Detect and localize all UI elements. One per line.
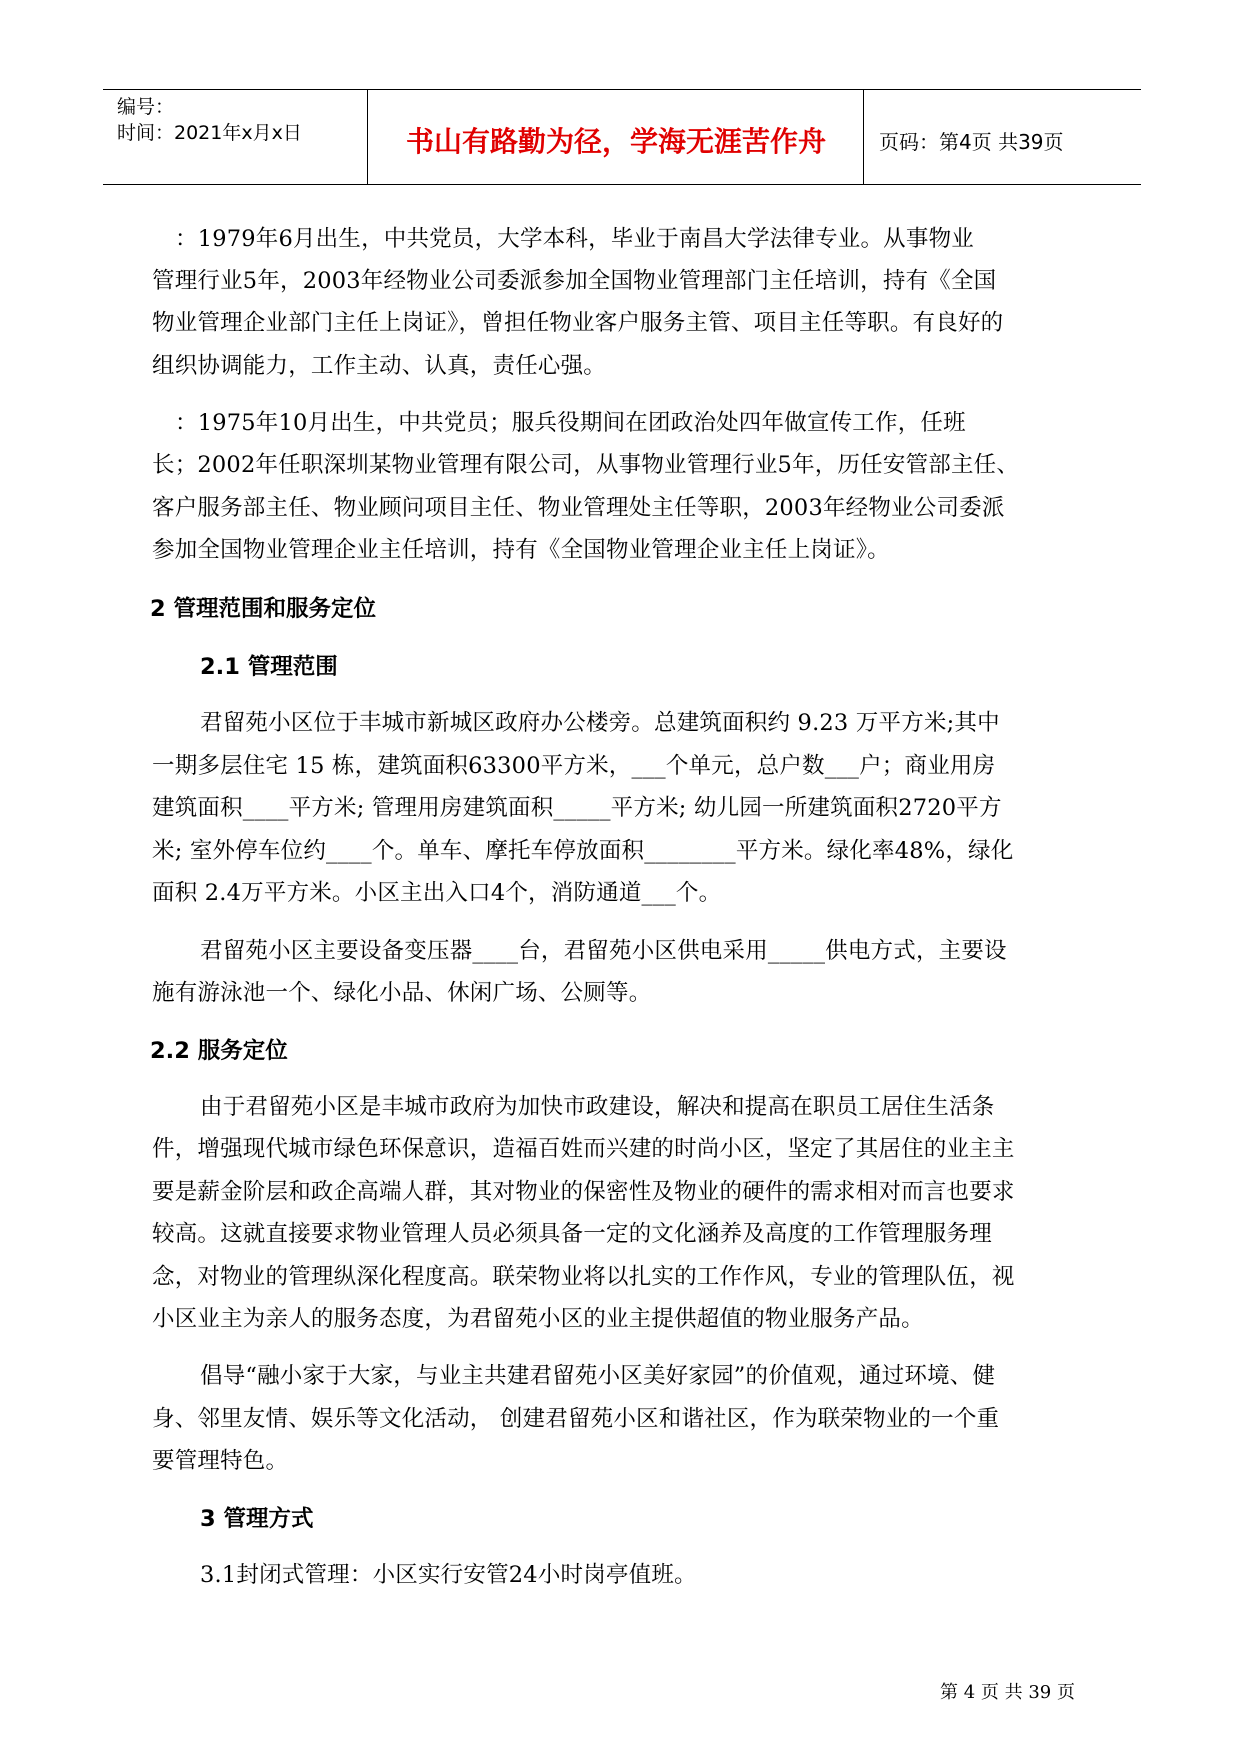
page-footer: 第 4 页 共 39 页 <box>940 1682 1075 1703</box>
paragraph-line: 组织协调能力，工作主动、认真，责任心强。 <box>152 353 607 379</box>
paragraph-line: 建筑面积____平方米; 管理用房建筑面积_____平方米; 幼儿园一所建筑面积2720平方 <box>152 795 1002 821</box>
paragraph-line: 较高。这就直接要求物业管理人员必须具备一定的文化涵养及高度的工作管理服务理 <box>152 1221 992 1247</box>
paragraph-line: 倡导“融小家于大家，与业主共建君留苑小区美好家园”的价值观，通过环境、健 <box>200 1363 996 1389</box>
subsection-heading: 2.1 管理范围 <box>200 654 338 680</box>
paragraph-line: 3.1封闭式管理：小区实行安管24小时岗亭值班。 <box>200 1562 697 1588</box>
paragraph-line: 君留苑小区位于丰城市新城区政府办公楼旁。总建筑面积约 9.23 万平方米;其中 <box>200 710 1000 736</box>
paragraph-line: 一期多层住宅 15 栋，建筑面积63300平方米，___个单元，总户数___户；商业用房 <box>152 753 996 779</box>
paragraph-line: 米; 室外停车位约____个。单车、摩托车停放面积________平方米。绿化率48%，绿化 <box>152 838 1014 864</box>
motto: 书山有路勤为径，学海无涯苦作舟 <box>405 125 826 158</box>
number-label: 编号： <box>117 96 175 118</box>
paragraph-line: 物业管理企业部门主任上岗证》，曾担任物业客户服务主管、项目主任等职。有良好的 <box>152 310 1004 336</box>
paragraph-line: 由于君留苑小区是丰城市政府为加快市政建设，解决和提高在职员工居住生活条 <box>200 1094 995 1120</box>
paragraph-line: 参加全国物业管理企业主任培训，持有《全国物业管理企业主任上岗证》。 <box>152 537 890 563</box>
paragraph-line: 面积 2.4万平方米。小区主出入口4个，消防通道___个。 <box>152 880 722 906</box>
section-heading: 2 管理范围和服务定位 <box>150 596 376 622</box>
paragraph-line: 念，对物业的管理纵深化程度高。联荣物业将以扎实的工作作风，专业的管理队伍，视 <box>152 1264 1015 1290</box>
paragraph-line: 小区业主为亲人的服务态度，为君留苑小区的业主提供超值的物业服务产品。 <box>152 1306 924 1332</box>
paragraph-line: ：1975年10月出生，中共党员；服兵役期间在团政治处四年做宣传工作，任班 <box>175 410 966 436</box>
paragraph-line: ：1979年6月出生，中共党员，大学本科，毕业于南昌大学法律专业。从事物业 <box>175 226 974 252</box>
time-label: 时间：2021年x月x日 <box>117 122 302 144</box>
paragraph-line: 要是薪金阶层和政企高端人群，其对物业的保密性及物业的硬件的需求相对而言也要求 <box>152 1179 1015 1205</box>
section-heading: 3 管理方式 <box>200 1506 314 1532</box>
header-meta <box>103 90 368 184</box>
page-header <box>103 89 1141 185</box>
paragraph-line: 长；2002年任职深圳某物业管理有限公司，从事物业管理行业5年，历任安管部主任、 <box>152 452 1020 478</box>
paragraph-line: 身、邻里友情、娱乐等文化活动， 创建君留苑小区和谐社区，作为联荣物业的一个重 <box>152 1406 1000 1432</box>
paragraph-line: 管理行业5年，2003年经物业公司委派参加全国物业管理部门主任培训，持有《全国 <box>152 268 997 294</box>
page-number-label: 页码：第4页 共39页 <box>879 130 1064 154</box>
header-motto-cell <box>369 90 864 184</box>
subsection-heading: 2.2 服务定位 <box>150 1038 288 1064</box>
header-page-cell <box>865 90 1141 184</box>
paragraph-line: 要管理特色。 <box>152 1448 289 1474</box>
paragraph-line: 客户服务部主任、物业顾问项目主任、物业管理处主任等职，2003年经物业公司委派 <box>152 495 1005 521</box>
paragraph-line: 件，增强现代城市绿色环保意识，造福百姓而兴建的时尚小区，坚定了其居住的业主主 <box>152 1136 1015 1162</box>
paragraph-line: 君留苑小区主要设备变压器____台，君留苑小区供电采用_____供电方式，主要设 <box>200 938 1007 964</box>
paragraph-line: 施有游泳池一个、绿化小品、休闲广场、公厕等。 <box>152 980 652 1006</box>
